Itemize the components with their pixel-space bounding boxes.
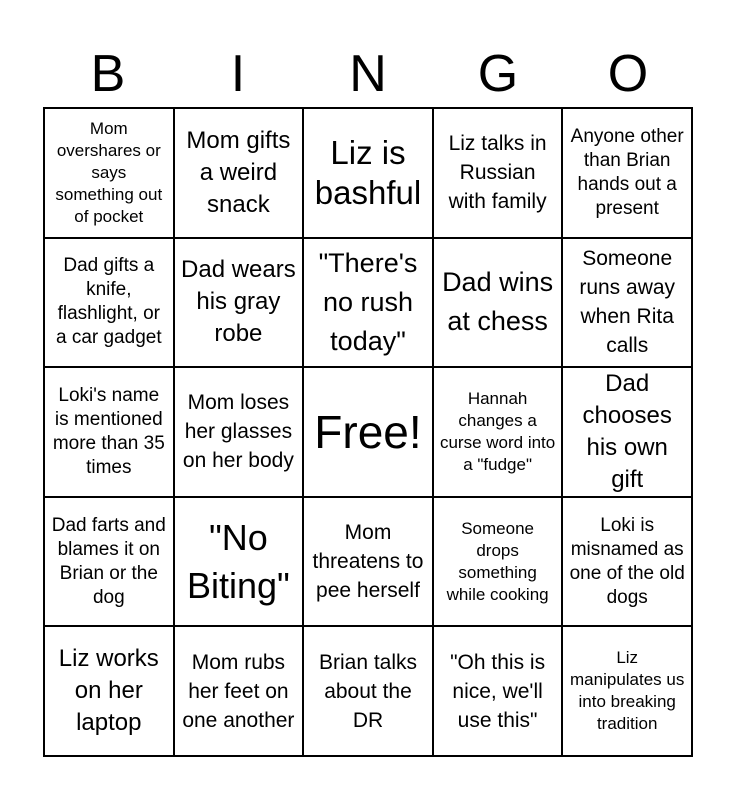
header-letter-n: N <box>349 45 387 103</box>
bingo-header <box>43 40 693 108</box>
bingo-cell[interactable]: Loki is misnamed as one of the old dogs <box>562 497 692 627</box>
bingo-cell[interactable]: Dad chooses his own gift <box>562 367 692 497</box>
bingo-cell[interactable]: Mom overshares or says something out of pocket <box>44 108 174 238</box>
bingo-cell[interactable]: Brian talks about the DR <box>303 626 433 756</box>
free-space[interactable]: Free! <box>303 367 433 497</box>
bingo-cell[interactable]: Anyone other than Brian hands out a present <box>562 108 692 238</box>
bingo-cell[interactable]: Mom gifts a weird snack <box>174 108 304 238</box>
header-letter-o: O <box>607 45 649 103</box>
bingo-cell[interactable]: "No Biting" <box>174 497 304 627</box>
bingo-cell[interactable]: Liz is bashful <box>303 108 433 238</box>
bingo-cell[interactable]: Dad farts and blames it on Brian or the dog <box>44 497 174 627</box>
bingo-cell[interactable]: Mom loses her glasses on her body <box>174 367 304 497</box>
bingo-cell[interactable]: Mom rubs her feet on one another <box>174 626 304 756</box>
bingo-cell[interactable]: Dad gifts a knife, flashlight, or a car gadget <box>44 238 174 368</box>
bingo-cell[interactable]: Liz works on her laptop <box>44 626 174 756</box>
bingo-cell[interactable]: Liz manipulates us into breaking tradition <box>562 626 692 756</box>
bingo-cell[interactable]: Someone runs away when Rita calls <box>562 238 692 368</box>
bingo-cell[interactable]: Hannah changes a curse word into a "fudge" <box>433 367 563 497</box>
bingo-cell[interactable]: Loki's name is mentioned more than 35 times <box>44 367 174 497</box>
bingo-cell[interactable]: Mom threatens to pee herself <box>303 497 433 627</box>
header-letter-b: B <box>90 45 126 103</box>
bingo-cell[interactable]: "Oh this is nice, we'll use this" <box>433 626 563 756</box>
bingo-grid <box>43 107 693 757</box>
bingo-cell[interactable]: Someone drops something while cooking <box>433 497 563 627</box>
bingo-cell[interactable]: Dad wins at chess <box>433 238 563 368</box>
bingo-cell[interactable]: Dad wears his gray robe <box>174 238 304 368</box>
header-letter-g: G <box>477 45 519 103</box>
bingo-cell[interactable]: Liz talks in Russian with family <box>433 108 563 238</box>
bingo-cell[interactable]: "There's no rush today" <box>303 238 433 368</box>
header-letter-i: I <box>230 45 246 103</box>
